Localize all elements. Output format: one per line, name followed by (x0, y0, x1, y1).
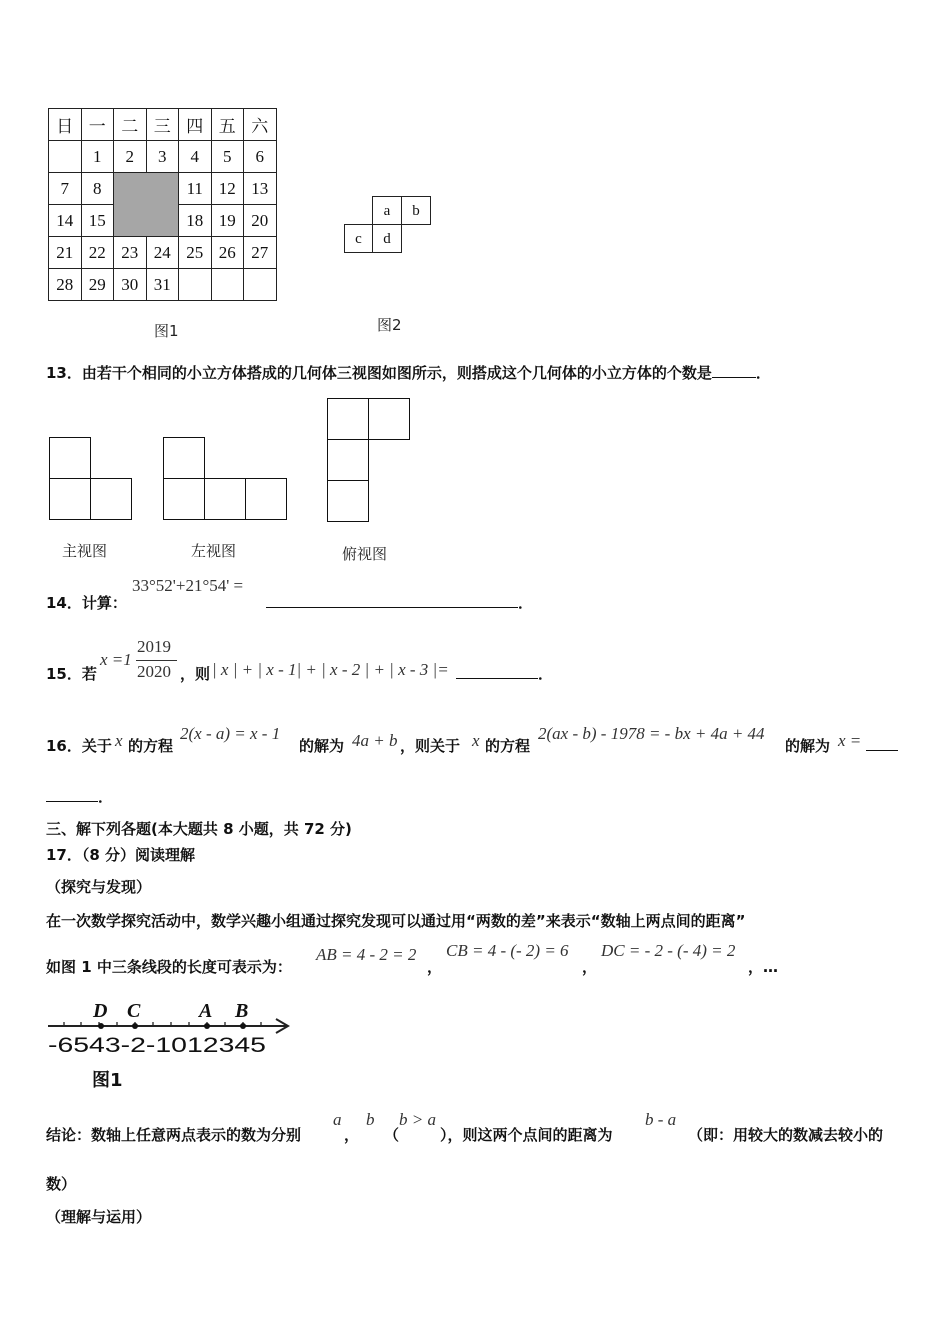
q17-subheading-2: （理解与运用） (46, 1208, 152, 1226)
q15-end: ． (538, 665, 554, 683)
q15-x-eq: x =1 (100, 650, 132, 669)
calendar-cell: 21 (49, 237, 82, 269)
weekday-cell: 四 (179, 109, 212, 141)
calendar-cell: 29 (81, 269, 114, 301)
top-view-label: 俯视图 (342, 545, 388, 563)
calendar-cell: 4 (179, 141, 212, 173)
figure1-caption: 图1 (154, 322, 179, 340)
weekday-cell: 二 (114, 109, 147, 141)
q13-text: 13．由若干个相同的小立方体搭成的几何体三视图如图所示，则搭成这个几何体的小立方体的个数是 (46, 364, 712, 382)
calendar-table (48, 108, 277, 301)
answer-blank (712, 377, 756, 378)
q17-cb: CB = 4 - (- 2) = 6 (446, 941, 569, 960)
calendar-cell: 6 (244, 141, 277, 173)
front-view-label: 主视图 (62, 542, 108, 560)
net-cell-c: c (344, 224, 373, 253)
q14-end: ． (518, 594, 534, 612)
answer-blank (456, 678, 538, 679)
point-d-label: D (93, 1000, 108, 1022)
point-a-label: A (199, 1000, 213, 1022)
calendar-cell: 18 (179, 205, 212, 237)
calendar-cell: 2 (114, 141, 147, 173)
q17-dc: DC = - 2 - (- 4) = 2 (601, 941, 736, 960)
weekday-cell: 日 (49, 109, 82, 141)
section-3-heading: 三、解下列各题(本大题共 8 小题，共 72 分) (46, 820, 352, 838)
q17-comma: ， (427, 958, 443, 976)
top-view-cell (368, 398, 410, 440)
conclusion-condition: b > a (399, 1110, 436, 1129)
q15-label: 15．若 (46, 665, 97, 683)
top-view-cell (327, 480, 369, 522)
left-view-label: 左视图 (191, 542, 237, 560)
q13-end: ． (755, 364, 771, 382)
calendar-cell: 27 (244, 237, 277, 269)
calendar-cell: 31 (146, 269, 179, 301)
point-c (132, 1023, 138, 1029)
q16-solution: 4a + b (352, 731, 398, 750)
calendar-cell: 26 (211, 237, 244, 269)
calendar-cell: 11 (179, 173, 212, 205)
weekday-cell: 六 (244, 109, 277, 141)
calendar-cell: 24 (146, 237, 179, 269)
weekday-cell: 三 (146, 109, 179, 141)
conclusion-sep: ， (344, 1126, 360, 1144)
answer-blank (46, 801, 98, 802)
calendar-row (49, 141, 277, 173)
calendar-cell: 13 (244, 173, 277, 205)
q17-line-2-label: 如图 1 中三条线段的长度可表示为： (46, 958, 292, 976)
q14-expression: 33°52'+21°54' = (132, 576, 244, 595)
calendar-row (49, 173, 277, 205)
calendar-cell (244, 269, 277, 301)
weekday-cell: 一 (81, 109, 114, 141)
calendar-cell (211, 269, 244, 301)
q17-ellipsis: ，… (748, 958, 779, 976)
q16-p5: 的方程 (485, 737, 531, 755)
calendar-cell: 5 (211, 141, 244, 173)
q14-label: 14．计算： (46, 594, 127, 612)
answer-blank (266, 607, 518, 608)
calendar-cell: 28 (49, 269, 82, 301)
question-13 (46, 362, 771, 383)
calendar-row (49, 237, 277, 269)
q14-answer (266, 592, 533, 613)
calendar-cell: 14 (49, 205, 82, 237)
left-view-cell (163, 437, 205, 479)
front-view-cell (49, 437, 91, 479)
conclusion-p1: 结论：数轴上任意两点表示的数为分别 (46, 1126, 302, 1144)
calendar-cell: 23 (114, 237, 147, 269)
q17-comma: ， (582, 958, 598, 976)
q16-x2: x (472, 731, 480, 750)
fraction-bar (136, 660, 177, 661)
calendar-cell: 1 (81, 141, 114, 173)
conclusion-p4: 数） (46, 1175, 77, 1193)
q15-expression: | x | + | x - 1| + | x - 2 | + | x - 3 |= (212, 660, 449, 679)
left-view-cell (204, 478, 246, 520)
conclusion-paren: （ (384, 1126, 400, 1144)
front-view-cell (90, 478, 132, 520)
point-b-label: B (235, 1000, 249, 1022)
q16-p4: ，则关于 (400, 737, 461, 755)
conclusion-a: a (333, 1110, 342, 1129)
q17-ab: AB = 4 - 2 = 2 (316, 945, 417, 964)
q16-x-eq: x = (838, 731, 862, 750)
weekday-cell: 五 (211, 109, 244, 141)
numberline-caption: 图1 (92, 1070, 123, 1091)
figure2-caption: 图2 (377, 316, 402, 334)
front-view-cell (49, 478, 91, 520)
conclusion-distance: b - a (645, 1110, 677, 1129)
calendar-row (49, 269, 277, 301)
calendar-cell (49, 141, 82, 173)
q15-mid: ，则 (180, 665, 211, 683)
point-c-label: C (127, 1000, 141, 1022)
conclusion-p3: （即：用较大的数减去较小的 (688, 1126, 884, 1144)
calendar-cell: 25 (179, 237, 212, 269)
point-a (204, 1023, 210, 1029)
q17-line-1: 在一次数学探究活动中，数学兴趣小组通过探究发现可以通过用“两数的差”来表示“数轴上两点间的距离” (46, 912, 746, 930)
q16-answer-continued (46, 786, 113, 807)
q17-subheading-1: （探究与发现） (46, 878, 152, 896)
point-b (240, 1023, 246, 1029)
q15-answer (456, 663, 553, 684)
top-view-cell (327, 398, 369, 440)
q16-end: ． (98, 788, 114, 806)
point-d (98, 1023, 104, 1029)
q15-denominator: 2020 (137, 662, 171, 681)
net-cell-b: b (401, 196, 431, 225)
calendar-cell: 7 (49, 173, 82, 205)
left-view-cell (163, 478, 205, 520)
calendar-cell: 30 (114, 269, 147, 301)
calendar-cell (179, 269, 212, 301)
conclusion-b: b (366, 1110, 375, 1129)
q16-p2: 的方程 (128, 737, 174, 755)
calendar-cell: 12 (211, 173, 244, 205)
top-view-cell (327, 439, 369, 481)
net-cell-d: d (372, 224, 402, 253)
q16-equation-1: 2(x - a) = x - 1 (180, 724, 281, 743)
q16-x: x (115, 731, 123, 750)
answer-blank (866, 750, 898, 751)
calendar-cell: 3 (146, 141, 179, 173)
q16-p1: 16．关于 (46, 737, 112, 755)
net-cell-a: a (372, 196, 402, 225)
q15-numerator: 2019 (137, 637, 171, 656)
q16-p3: 的解为 (299, 737, 345, 755)
calendar-cell: 15 (81, 205, 114, 237)
calendar-cell: 8 (81, 173, 114, 205)
calendar-header-row (49, 109, 277, 141)
q16-equation-2: 2(ax - b) - 1978 = - bx + 4a + 44 (538, 724, 765, 743)
calendar-cell: 19 (211, 205, 244, 237)
shaded-block (114, 173, 179, 237)
q16-p6: 的解为 (785, 737, 831, 755)
calendar-cell: 22 (81, 237, 114, 269)
q17-title: 17．（8 分）阅读理解 (46, 846, 196, 864)
calendar-cell: 20 (244, 205, 277, 237)
conclusion-p2: ），则这两个点间的距离为 (440, 1126, 613, 1144)
tick-labels: -6543-2-1012345 (48, 1034, 266, 1057)
left-view-cell (245, 478, 287, 520)
number-line (46, 996, 296, 1058)
